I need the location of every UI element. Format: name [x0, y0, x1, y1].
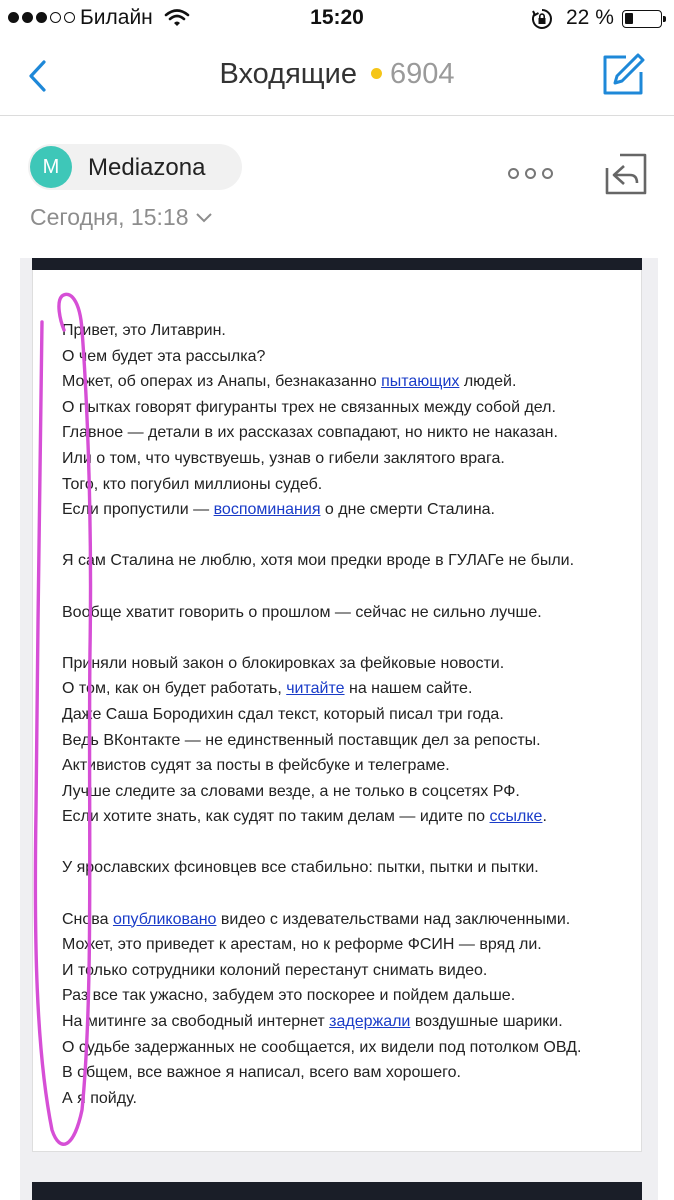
- letter-line: В общем, все важное я написал, всего вам хорошего.: [62, 1064, 461, 1082]
- compose-icon: [600, 52, 646, 98]
- nav-title-group: [0, 58, 674, 91]
- letter-line: Привет, это Литаврин.: [62, 322, 226, 339]
- message-date-text: Сегодня, 15:18: [30, 204, 189, 230]
- letter-link[interactable]: задержали: [329, 1013, 411, 1031]
- letter-line: Активистов судят за посты в фейсбуке и телеграме.: [62, 757, 450, 775]
- unread-count: 6904: [389, 58, 455, 90]
- letter-line: Главное — детали в их рассказах совпадают, но никто не наказан.: [62, 424, 558, 442]
- letter-line-text: воздушные шарики.: [410, 1013, 563, 1031]
- letter-line: Или о том, что чувствуешь, узнав о гибели заклятого врага.: [62, 449, 505, 467]
- battery-percent: 22 %: [566, 6, 614, 29]
- letter-line: Раз все так ужасно, забудем это поскорее и пойдем дальше.: [62, 987, 516, 1005]
- paragraph-gap: [62, 625, 638, 651]
- letter-link[interactable]: воспоминания: [213, 501, 321, 519]
- avatar: M: [30, 146, 72, 188]
- letter-line-text: О том, как он будет работать,: [62, 680, 287, 698]
- paragraph-gap: [62, 574, 638, 600]
- letter-line: Ведь ВКонтакте — не единственный поставщик дел за репосты.: [62, 731, 541, 749]
- orientation-lock-icon: [530, 7, 554, 37]
- paragraph-gap: [62, 523, 638, 549]
- letter-link[interactable]: ссылке: [489, 808, 543, 826]
- message-date[interactable]: [30, 204, 214, 231]
- letter-line: Я сам Сталина не люблю, хотя мои предки вроде в ГУЛАГе не были.: [62, 552, 575, 570]
- reply-icon: [604, 152, 648, 196]
- sender-chip[interactable]: [28, 144, 242, 190]
- letter-footer-image: [32, 1182, 642, 1200]
- letter-line-text: Если пропустили —: [62, 501, 214, 519]
- letter-line: Лучше следите за словами везде, а не только в соцсетях РФ.: [62, 782, 520, 800]
- carrier-name: Билайн: [80, 6, 153, 29]
- letter-line: Того, кто погубил миллионы судеб.: [62, 475, 323, 493]
- letter-line: Приняли новый закон о блокировках за фейковые новости.: [62, 654, 505, 672]
- letter-line: [62, 676, 638, 702]
- letter-line: Вообще хватит говорить о прошлом — сейчас не сильно лучше.: [62, 603, 542, 621]
- compose-button[interactable]: [600, 52, 646, 98]
- letter-line: [62, 1009, 638, 1035]
- letter-line-text: Может, об операх из Анапы, безнаказанно: [62, 373, 382, 391]
- more-icon: [508, 168, 519, 179]
- letter-header-image: [32, 258, 642, 270]
- nav-bar: [0, 36, 674, 116]
- letter-line: О чем будет эта рассылка?: [62, 347, 266, 365]
- letter-line-text: Снова: [62, 910, 113, 928]
- status-bar: [0, 0, 674, 36]
- page-title: Входящие: [219, 58, 357, 90]
- letter-line-text: на нашем сайте.: [344, 680, 473, 698]
- letter-line: Может, это приведет к арестам, но к реформе ФСИН — вряд ли.: [62, 936, 542, 954]
- letter-line-text: Если хотите знать, как судят по таким делам — идите по: [62, 808, 490, 826]
- reply-button[interactable]: [604, 152, 648, 196]
- letter-line-text: видео с издевательствами над заключенными.: [216, 910, 571, 928]
- letter-link[interactable]: читайте: [286, 680, 345, 698]
- paragraph-gap: [62, 830, 638, 856]
- battery-icon: [622, 10, 662, 28]
- letter-line: [62, 907, 638, 933]
- letter-line: [62, 497, 638, 523]
- chevron-down-icon: [194, 204, 214, 231]
- letter-line: А я пойду.: [62, 1089, 137, 1107]
- letter-line: [62, 804, 638, 830]
- letter-line: О судьбе задержанных не сообщается, их видели под потолком ОВД.: [62, 1038, 582, 1056]
- letter-line: Даже Саша Бородихин сдал текст, который писал три года.: [62, 705, 504, 723]
- status-time: 15:20: [310, 6, 364, 29]
- letter-body: [62, 318, 638, 1111]
- letter-line: И только сотрудники колоний перестанут снимать видео.: [62, 961, 488, 979]
- letter-line-text: .: [542, 808, 547, 826]
- letter-link[interactable]: опубликовано: [112, 910, 217, 928]
- more-button[interactable]: [508, 160, 554, 186]
- letter-link[interactable]: пытающих: [381, 373, 460, 391]
- letter-line-text: о дне смерти Сталина.: [320, 501, 495, 519]
- letter-line: У ярославских фсиновцев все стабильно: пытки, пытки и пытки.: [62, 859, 539, 877]
- letter-line: [62, 369, 638, 395]
- paragraph-gap: [62, 881, 638, 907]
- letter-line-text: На митинге за свободный интернет: [62, 1013, 330, 1031]
- letter-line: О пытках говорят фигуранты трех не связанных между собой дел.: [62, 398, 556, 416]
- sender-name: Mediazona: [88, 154, 206, 181]
- letter-line-text: людей.: [459, 373, 517, 391]
- unread-dot-icon: [371, 68, 382, 79]
